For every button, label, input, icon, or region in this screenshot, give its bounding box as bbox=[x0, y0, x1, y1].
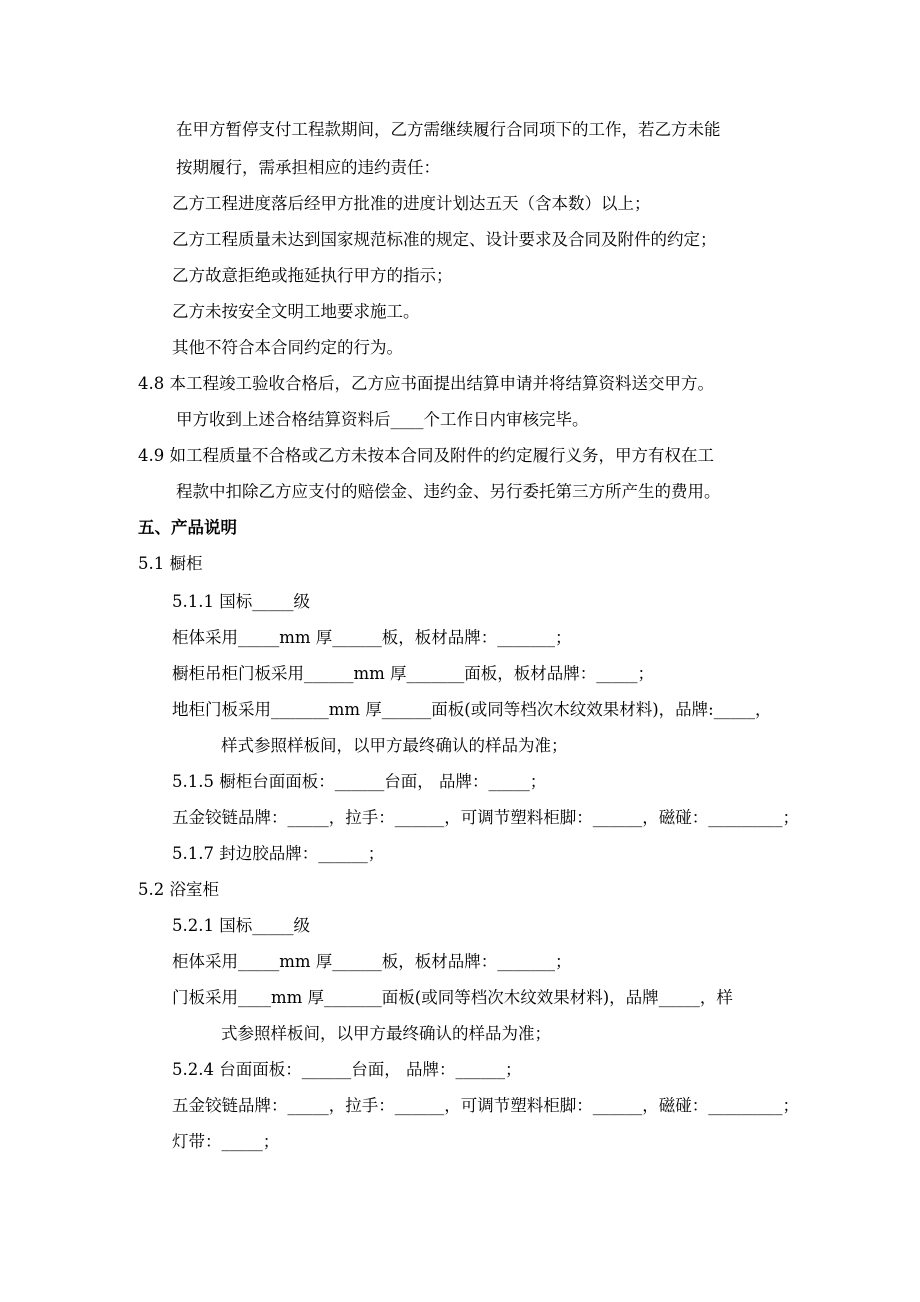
spec-line: 地柜门板采用_______mm 厚______面板(或同等档次木纹效果材料)，品牌:_____， bbox=[172, 700, 772, 719]
clause-4-9-continued: 程款中扣除乙方应支付的赔偿金、违约金、另行委托第三方所产生的费用。 bbox=[176, 482, 721, 501]
list-item: 乙方故意拒绝或拖延执行甲方的指示； bbox=[172, 266, 453, 285]
spec-line: 五金铰链品牌：_____，拉手：______，可调节塑料柜脚：______，磁碰：_________； bbox=[172, 1096, 799, 1115]
paragraph-line: 按期履行，需承担相应的违约责任： bbox=[176, 158, 440, 177]
spec-line-continued: 式参照样板间，以甲方最终确认的样品为准； bbox=[221, 1024, 551, 1043]
spec-line: 五金铰链品牌：_____，拉手：______，可调节塑料柜脚：______，磁碰：_________； bbox=[172, 808, 799, 827]
spec-line: 5.1.5 橱柜台面面板：______台面， 品牌：_____； bbox=[172, 772, 547, 791]
spec-line: 5.1.1 国标_____级 bbox=[172, 592, 310, 611]
list-item: 其他不符合本合同约定的行为。 bbox=[172, 338, 403, 357]
clause-4-8-continued: 甲方收到上述合格结算资料后____个工作日内审核完毕。 bbox=[176, 410, 589, 429]
subsection-heading: 5.2 浴室柜 bbox=[138, 880, 219, 899]
list-item: 乙方未按安全文明工地要求施工。 bbox=[172, 302, 420, 321]
section-heading: 五、产品说明 bbox=[138, 518, 237, 537]
spec-line-continued: 样式参照样板间，以甲方最终确认的样品为准； bbox=[221, 736, 568, 755]
clause-4-8: 4.8 本工程竣工验收合格后，乙方应书面提出结算申请并将结算资料送交甲方。 bbox=[138, 374, 714, 393]
clause-4-9: 4.9 如工程质量不合格或乙方未按本合同及附件的约定履行义务，甲方有权在工 bbox=[138, 446, 714, 465]
list-item: 乙方工程进度落后经甲方批准的进度计划达五天（含本数）以上； bbox=[172, 194, 651, 213]
spec-line: 柜体采用_____mm 厚______板，板材品牌：_______； bbox=[172, 628, 572, 647]
spec-line: 门板采用____mm 厚_______面板(或同等档次木纹效果材料)，品牌_____，样 bbox=[172, 988, 733, 1007]
spec-line: 橱柜吊柜门板采用______mm 厚_______面板，板材品牌：_____； bbox=[172, 664, 655, 683]
subsection-heading: 5.1 橱柜 bbox=[138, 554, 203, 573]
spec-line: 5.2.4 台面面板：______台面， 品牌：______； bbox=[172, 1060, 522, 1079]
spec-line: 5.1.7 封边胶品牌：______； bbox=[172, 844, 385, 863]
spec-line: 5.2.1 国标_____级 bbox=[172, 916, 310, 935]
spec-line: 灯带：_____； bbox=[172, 1132, 280, 1151]
paragraph-line: 在甲方暂停支付工程款期间，乙方需继续履行合同项下的工作，若乙方未能 bbox=[176, 120, 721, 139]
list-item: 乙方工程质量未达到国家规范标准的规定、设计要求及合同及附件的约定； bbox=[172, 230, 717, 249]
spec-line: 柜体采用_____mm 厚______板，板材品牌：_______； bbox=[172, 952, 572, 971]
